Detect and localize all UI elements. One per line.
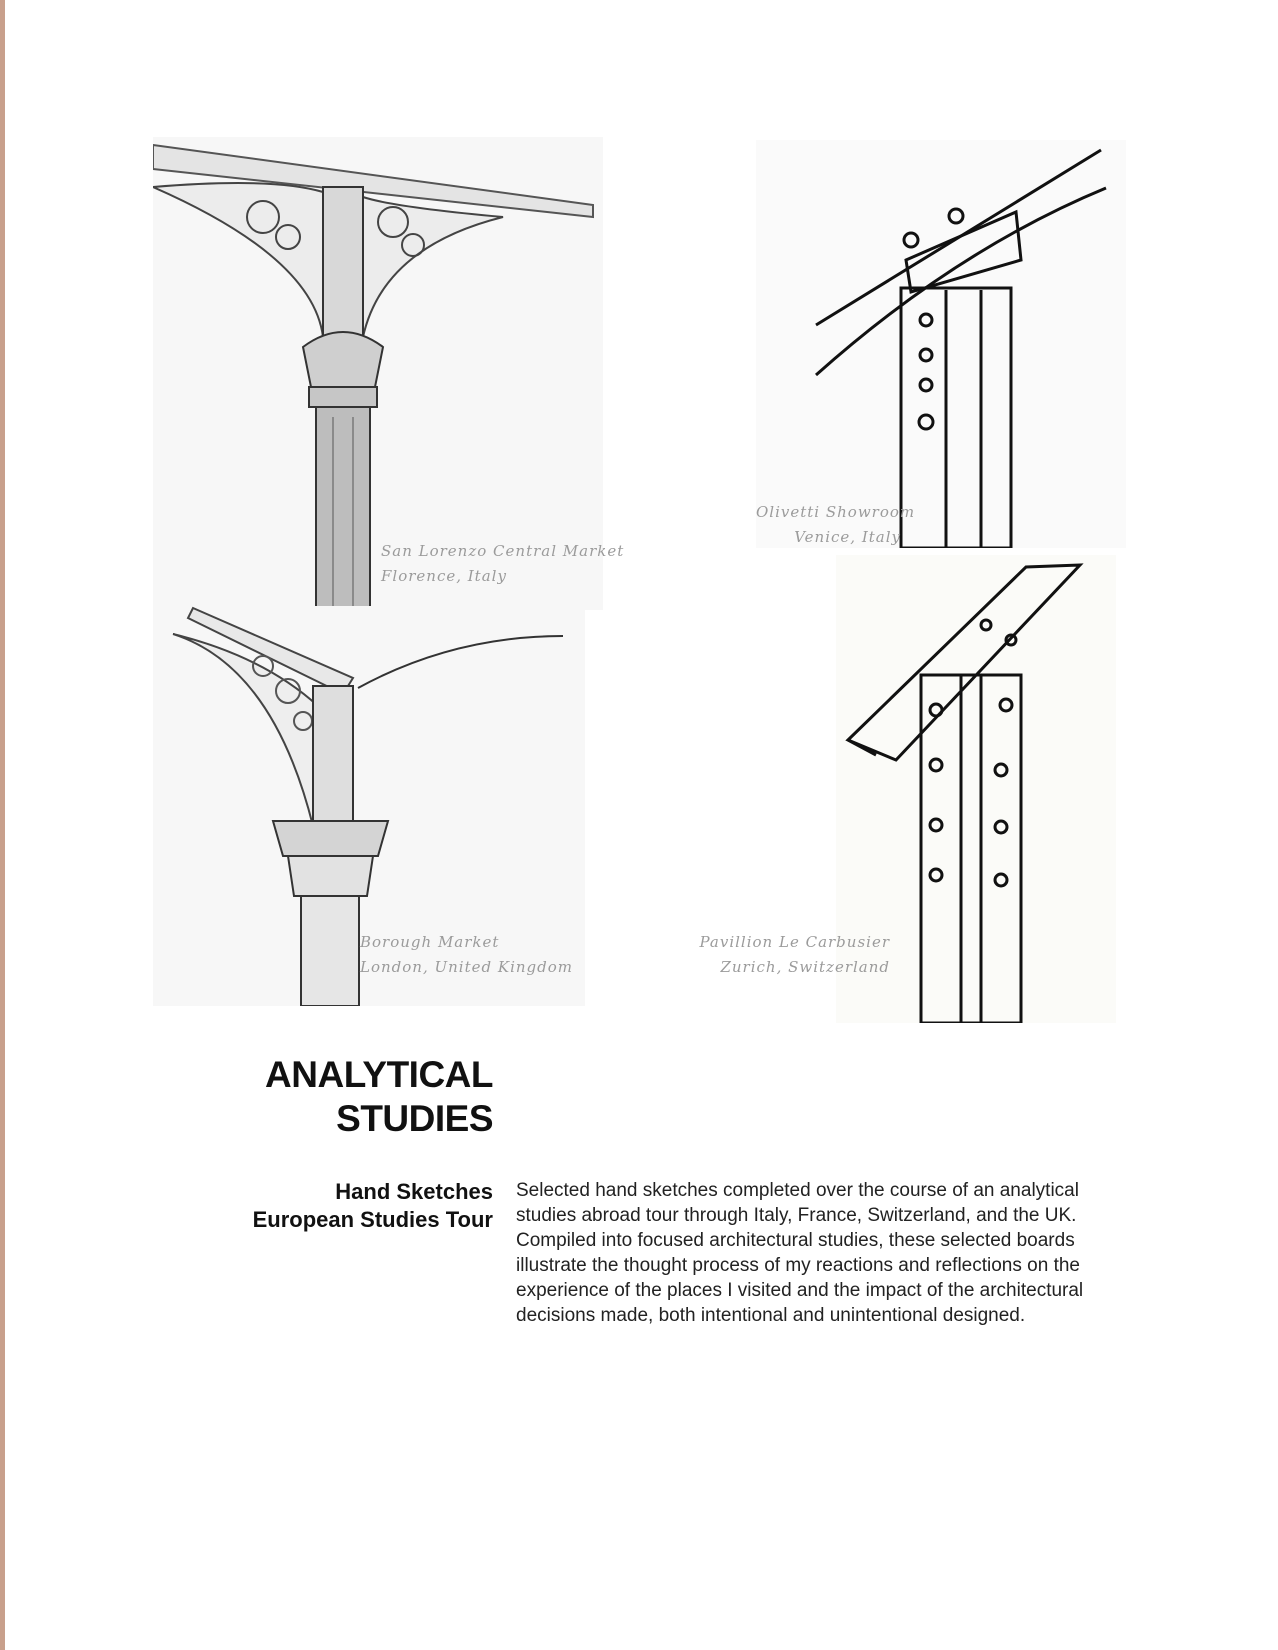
sketch-caption-location: Zurich, Switzerland bbox=[720, 958, 890, 976]
sketch-san-lorenzo bbox=[153, 137, 625, 610]
section-description: Selected hand sketches completed over the course of an analytical studies abroad tour through Italy, France, Switzerland, and the UK. Compiled into focused architectural studies, these selected boards illustrate the thought process of my reactions and reflections on the experience of the places I visited and the impact of the architectural decisions made, both intentional and unintentional designed. bbox=[516, 1180, 1084, 1326]
page-edge-bar bbox=[0, 0, 5, 1650]
concrete-column-sketch-icon bbox=[756, 140, 1126, 548]
section-title-line1: ANALYTICAL bbox=[265, 1054, 493, 1095]
sketch-caption-title: Borough Market bbox=[360, 933, 500, 951]
sketch-caption-location: Florence, Italy bbox=[381, 567, 507, 585]
section-subtitle-line1: Hand Sketches bbox=[335, 1179, 493, 1204]
section-subtitle bbox=[150, 1178, 493, 1234]
sketch-caption-location: London, United Kingdom bbox=[360, 958, 573, 976]
sketch-caption-location: Venice, Italy bbox=[794, 528, 901, 546]
section-title bbox=[150, 1053, 493, 1141]
sketch-caption-title: San Lorenzo Central Market bbox=[381, 542, 625, 560]
sketch-borough-market bbox=[153, 606, 585, 1006]
sketch-caption-title: Pavillion Le Carbusier bbox=[699, 933, 890, 951]
sketch-olivetti bbox=[756, 140, 1126, 548]
section-subtitle-line2: European Studies Tour bbox=[252, 1207, 493, 1232]
pavillion-caption bbox=[680, 930, 890, 980]
sketch-caption-title: Olivetti Showroom bbox=[756, 503, 916, 521]
section-title-line2: STUDIES bbox=[336, 1098, 493, 1139]
